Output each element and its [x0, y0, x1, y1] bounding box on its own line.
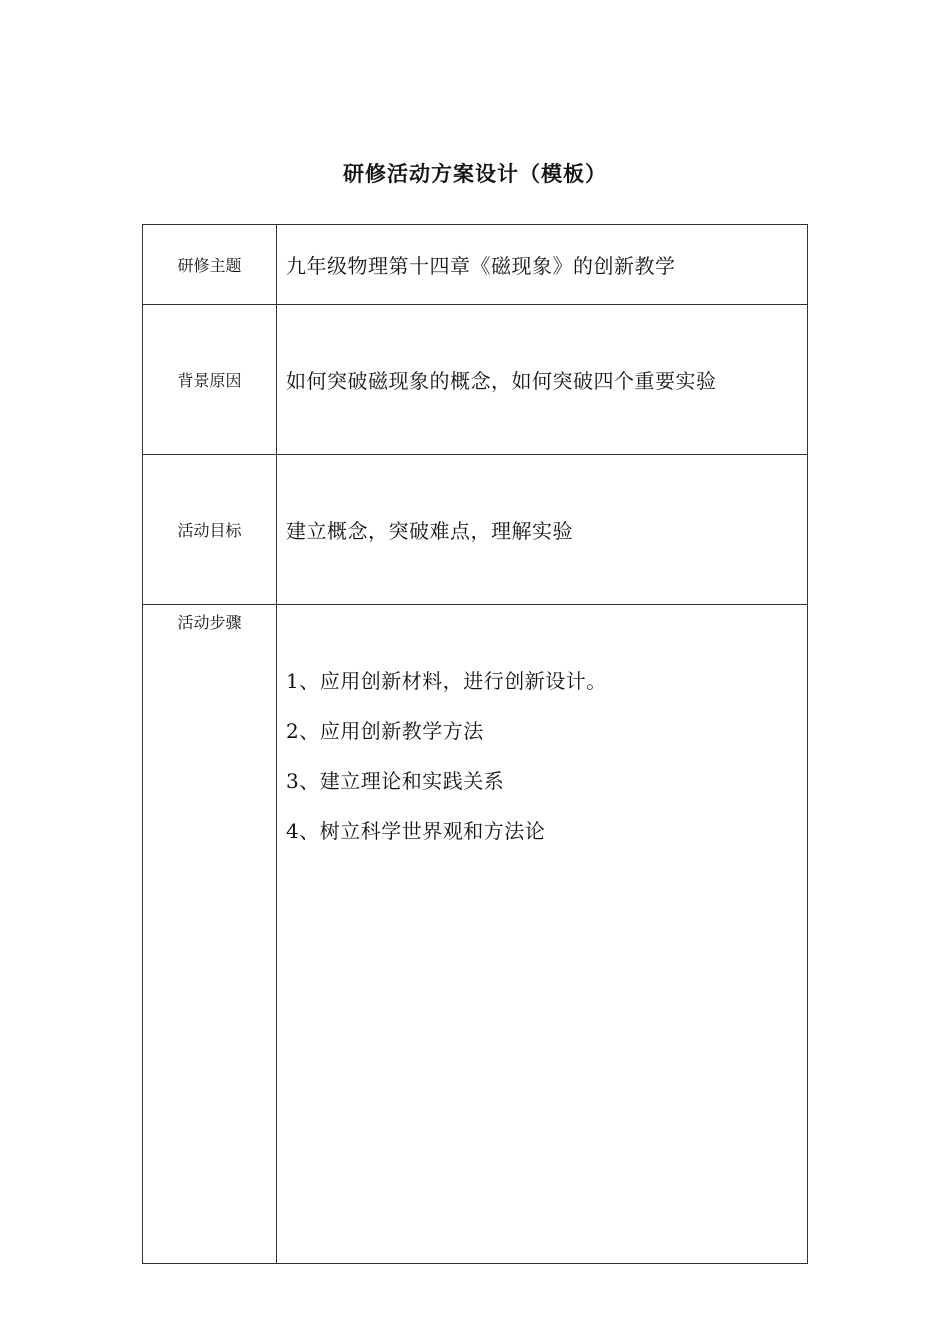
list-item: 2、应用创新教学方法: [286, 719, 484, 743]
background-value: 如何突破磁现象的概念，如何突破四个重要实验: [277, 305, 808, 455]
table-row-steps: [143, 605, 808, 1264]
activity-plan-table: [142, 224, 808, 1264]
goal-value: 建立概念，突破难点，理解实验: [277, 455, 808, 605]
topic-label: 研修主题: [143, 225, 277, 305]
topic-value: 九年级物理第十四章《磁现象》的创新教学: [277, 225, 808, 305]
page-title: 研修活动方案设计（模板）: [343, 162, 607, 186]
table-row-goal: [143, 455, 808, 605]
goal-label: 活动目标: [143, 455, 277, 605]
background-label: 背景原因: [143, 305, 277, 455]
steps-label: 活动步骤: [143, 605, 277, 1264]
list-item: 3、建立理论和实践关系: [286, 769, 505, 793]
list-item: 4、树立科学世界观和方法论: [286, 819, 546, 843]
steps-value: [277, 605, 808, 1264]
list-item: 1、应用创新材料，进行创新设计。: [286, 669, 607, 693]
table-row-background: [143, 305, 808, 455]
table-row-topic: [143, 225, 808, 305]
